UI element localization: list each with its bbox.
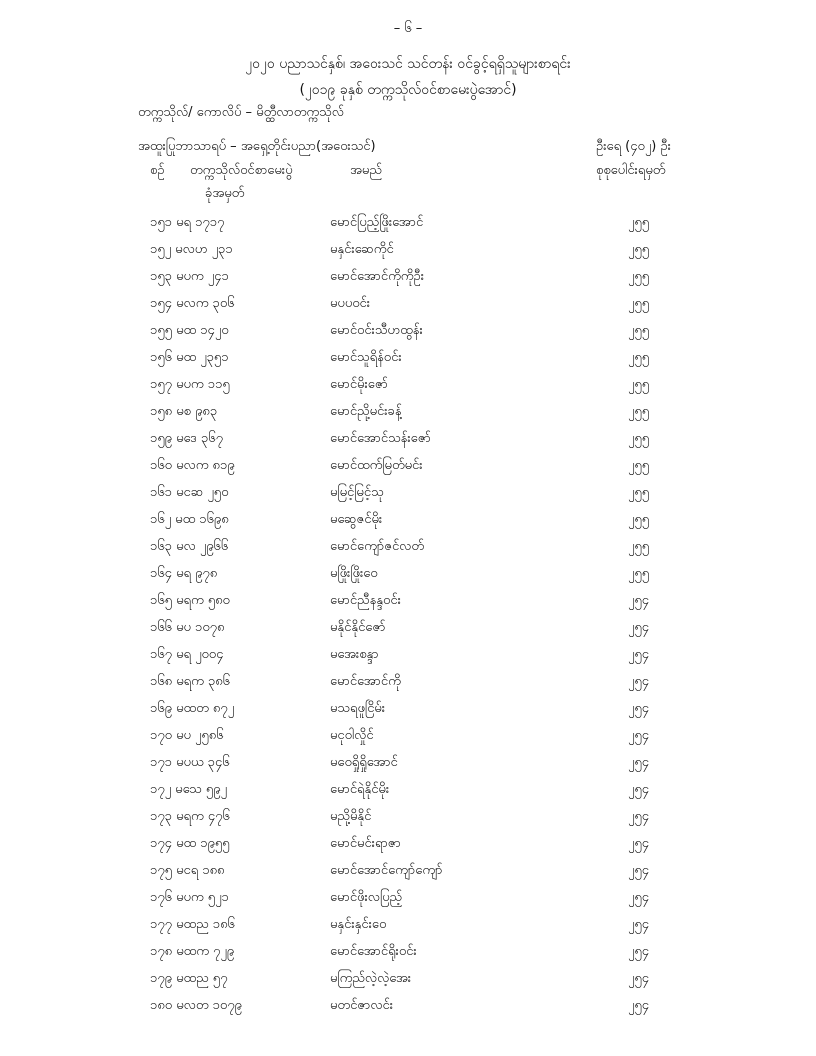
- list-item: [0, 291, 816, 318]
- roll-number: မပ ၂၅၈၆: [176, 728, 224, 743]
- results-list: [0, 210, 816, 1020]
- student-name: မောင်ကျော်ဇင်လတ်: [330, 539, 425, 554]
- student-name: မောင်ပြည့်ဖြိုးအောင်: [330, 215, 424, 230]
- list-item: [0, 993, 816, 1020]
- list-item: [0, 912, 816, 939]
- student-name: မောင်ရဲနိုင်မိုး: [330, 782, 390, 797]
- total-marks: ၂၅၄: [628, 728, 650, 743]
- header-roll-no: တက္ကသိုလ်ဝင်စာမေးပွဲ: [190, 163, 293, 178]
- serial-number: ၁၅၁: [150, 215, 172, 230]
- list-item: [0, 399, 816, 426]
- serial-number: ၁၅၉: [150, 431, 172, 446]
- serial-number: ၁၆၈: [150, 674, 173, 689]
- total-marks: ၂၅၅: [628, 566, 650, 581]
- list-item: [0, 210, 816, 237]
- student-name: မဝေရှိုရှိုအောင်: [330, 755, 398, 770]
- student-name: မပပဝင်း: [330, 296, 371, 311]
- total-marks: ၂၅၄: [628, 593, 650, 608]
- total-marks: ၂၅၅: [628, 431, 650, 446]
- total-marks: ၂၅၅: [628, 242, 650, 257]
- roll-number: မရက ၃၈၆: [176, 674, 230, 689]
- roll-number: မပက ၂၄၁: [176, 269, 229, 284]
- total-marks: ၂၅၄: [628, 863, 650, 878]
- total-marks: ၂၅၄: [628, 674, 650, 689]
- student-name: မဖြိုးဖြိုးဝေ: [330, 566, 378, 581]
- total-marks: ၂၅၅: [628, 350, 650, 365]
- roll-number: မထည ၁၈၆: [176, 917, 235, 932]
- student-name: မနှင်းနှင်းဝေ: [330, 917, 387, 932]
- list-item: [0, 858, 816, 885]
- total-marks: ၂၅၄: [628, 620, 650, 635]
- student-name: မနှင်းဆေကိုင်: [330, 242, 394, 257]
- list-item: [0, 588, 816, 615]
- roll-number: မပ ၁၀၇၈: [176, 620, 225, 635]
- roll-number: မလ ၂၉၆၆: [176, 539, 229, 554]
- roll-number: မရ ၉၇၈: [176, 566, 218, 581]
- list-item: [0, 804, 816, 831]
- roll-number: မငရ ၁၈၈: [176, 863, 225, 878]
- serial-number: ၁၆၂: [150, 512, 172, 527]
- page-number: – ၆ –: [393, 21, 423, 36]
- list-item: [0, 453, 816, 480]
- roll-number: မရက ၅၈၀: [176, 593, 230, 608]
- total-marks: ၂၅၄: [628, 809, 650, 824]
- serial-number: ၁၇၇: [150, 917, 172, 932]
- roll-number: မသေ ၅၉၂: [175, 782, 227, 797]
- list-item: [0, 372, 816, 399]
- serial-number: ၁၆၁: [150, 485, 172, 500]
- roll-number: မရက ၄၇၆: [176, 809, 230, 824]
- serial-number: ၁၅၃: [150, 269, 172, 284]
- list-item: [0, 831, 816, 858]
- list-item: [0, 561, 816, 588]
- list-item: [0, 642, 816, 669]
- list-item: [0, 345, 816, 372]
- list-item: [0, 507, 816, 534]
- serial-number: ၁၇၁: [150, 755, 172, 770]
- roll-number: မထ ၁၉၅၅: [176, 836, 230, 851]
- serial-number: ၁၇၂: [150, 782, 172, 797]
- student-name: မောင်အောင်သန်းဇော်: [330, 431, 431, 446]
- student-name: မညို့မိနိုင်: [330, 809, 372, 824]
- total-marks: ၂၅၅: [628, 323, 650, 338]
- list-item: [0, 534, 816, 561]
- header-name: အမည်: [350, 163, 382, 178]
- university-line: တက္ကသိုလ်/ ကောလိပ် – မိတ္ထီလာတက္ကသိုလ်: [138, 105, 344, 120]
- list-item: [0, 696, 816, 723]
- student-name: မောင်အောင်ရိုးဝင်း: [330, 944, 417, 959]
- header-serial: စဉ်: [150, 163, 165, 178]
- total-marks: ၂၅၄: [628, 890, 650, 905]
- roll-number: မပယ ၃၄၆: [176, 755, 230, 770]
- roll-number: မငဆ ၂၅၀: [176, 485, 229, 500]
- serial-number: ၁၆၅: [150, 593, 172, 608]
- serial-number: ၁၆၃: [150, 539, 172, 554]
- serial-number: ၁၈၀: [150, 998, 173, 1013]
- list-item: [0, 480, 816, 507]
- roll-number: မလဟ ၂၃၁: [175, 242, 233, 257]
- roll-number: မထည ၅၇: [176, 971, 228, 986]
- list-item: [0, 264, 816, 291]
- list-item: [0, 966, 816, 993]
- roll-number: မပက ၅၂၁: [176, 890, 229, 905]
- roll-number: မလက ၈၁၉: [176, 458, 235, 473]
- serial-number: ၁၇၀: [150, 728, 172, 743]
- document-subtitle: (၂၀၁၉ ခုနှစ် တက္ကသိုလ်ဝင်စာမေးပွဲအောင်): [299, 82, 517, 98]
- total-marks: ၂၅၄: [628, 917, 650, 932]
- list-item: [0, 426, 816, 453]
- serial-number: ၁၆၀: [150, 458, 172, 473]
- total-marks: ၂၅၅: [628, 458, 650, 473]
- roll-number: မထတ ၈၇၂: [176, 701, 234, 716]
- total-marks: ၂၅၄: [628, 755, 650, 770]
- student-name: မောင်မင်းရာဇာ: [330, 836, 401, 851]
- total-marks: ၂၅၄: [628, 836, 650, 851]
- student-name: မငုဝါလှိုင်: [330, 728, 374, 743]
- list-item: [0, 777, 816, 804]
- total-marks: ၂၅၅: [628, 404, 650, 419]
- serial-number: ၁၅၂: [150, 242, 172, 257]
- roll-number: မပက ၁၁၅: [176, 377, 230, 392]
- total-marks: ၂၅၄: [628, 782, 650, 797]
- list-item: [0, 750, 816, 777]
- serial-number: ၁၇၈: [150, 944, 173, 959]
- serial-number: ၁၅၈: [150, 404, 173, 419]
- student-name: မမြင့်မြင့်သု: [330, 485, 384, 500]
- student-name: မောင်ဖိုးလပြည့်: [330, 890, 403, 905]
- quota-count: ဦးရေ (၄၀၂) ဦး: [596, 139, 671, 154]
- total-marks: ၂၅၅: [628, 539, 650, 554]
- student-name: မောင်အောင်ကို: [330, 674, 401, 689]
- roll-number: မထ ၁၄၂၀: [176, 323, 229, 338]
- student-name: မောင်ညီနန္ဒဝင်း: [330, 593, 401, 608]
- roll-number: မလတ ၁၀၇၉: [176, 998, 242, 1013]
- header-marks: စုစုပေါင်းရမှတ်: [596, 163, 666, 178]
- roll-number: မထက ၇၂၉: [176, 944, 235, 959]
- subject-line: အထူးပြုဘာသာရပ် – အရှေ့တိုင်းပညာ(အဝေးသင်): [138, 139, 376, 154]
- student-name: မောင်အောင်ကိုကိုဦး: [330, 269, 425, 284]
- list-item: [0, 939, 816, 966]
- total-marks: ၂၅၄: [628, 701, 650, 716]
- list-item: [0, 318, 816, 345]
- student-name: မကြည်လဲ့လဲ့အေး: [330, 971, 412, 986]
- roll-number: မဒေ ၃၆၇: [176, 431, 223, 446]
- total-marks: ၂၅၅: [628, 512, 650, 527]
- list-item: [0, 615, 816, 642]
- serial-number: ၁၇၅: [150, 863, 172, 878]
- document-title: ၂၀၂၀ ပညာသင်နှစ်၊ အဝေးသင် သင်တန်း ဝင်ခွင့်ရရှိသူများစာရင်း: [245, 56, 571, 72]
- serial-number: ၁၆၉: [150, 701, 172, 716]
- roll-number: မရ ၁၇၁၇: [176, 215, 225, 230]
- student-name: မောင်အောင်ကျော်ကျော်: [330, 863, 443, 878]
- total-marks: ၂၅၅: [628, 269, 650, 284]
- list-item: [0, 237, 816, 264]
- total-marks: ၂၅၄: [628, 998, 650, 1013]
- roll-number: မစ ၉၈၃: [176, 404, 218, 419]
- student-name: မသရဖူငြိမ်း: [330, 701, 386, 716]
- serial-number: ၁၇၆: [150, 890, 172, 905]
- serial-number: ၁၇၄: [150, 836, 172, 851]
- serial-number: ၁၅၆: [150, 350, 172, 365]
- serial-number: ၁၅၇: [150, 377, 172, 392]
- total-marks: ၂၅၅: [628, 485, 650, 500]
- serial-number: ၁၆၇: [150, 647, 172, 662]
- total-marks: ၂၅၅: [628, 377, 650, 392]
- roll-number: မရ ၂၀၀၄: [176, 647, 224, 662]
- roll-number: မထ ၁၆၉၈: [175, 512, 229, 527]
- student-name: မောင်မိုးဇော်: [330, 377, 388, 392]
- serial-number: ၁၆၆: [150, 620, 172, 635]
- student-name: မဆွေဇင်မိုး: [330, 512, 383, 527]
- student-name: မောင်ညို့မင်းခန့်: [330, 404, 402, 419]
- serial-number: ၁၅၄: [150, 296, 172, 311]
- student-name: မောင်ထက်မြတ်မင်း: [330, 458, 423, 473]
- roll-number: မထ ၂၃၅၁: [176, 350, 229, 365]
- list-item: [0, 669, 816, 696]
- total-marks: ၂၅၄: [628, 944, 650, 959]
- total-marks: ၂၅၄: [628, 971, 650, 986]
- header-roll-no-line2: ခုံအမှတ်: [205, 186, 245, 201]
- list-item: [0, 885, 816, 912]
- list-item: [0, 723, 816, 750]
- serial-number: ၁၆၄: [150, 566, 172, 581]
- student-name: မောင်သူရိန်ဝင်း: [330, 350, 402, 365]
- total-marks: ၂၅၄: [628, 647, 650, 662]
- student-name: မောင်ဝင်းသီဟထွန်း: [330, 323, 423, 338]
- student-name: မတင်ဇာလင်း: [330, 998, 394, 1013]
- student-name: မနိုင်နိုင်ဇော်: [330, 620, 386, 635]
- serial-number: ၁၇၉: [150, 971, 172, 986]
- serial-number: ၁၅၅: [150, 323, 172, 338]
- serial-number: ၁၇၃: [150, 809, 172, 824]
- total-marks: ၂၅၅: [628, 215, 650, 230]
- total-marks: ၂၅၅: [628, 296, 650, 311]
- student-name: မအေးစန္ဒာ: [330, 647, 379, 662]
- roll-number: မလက ၃၀၆: [176, 296, 235, 311]
